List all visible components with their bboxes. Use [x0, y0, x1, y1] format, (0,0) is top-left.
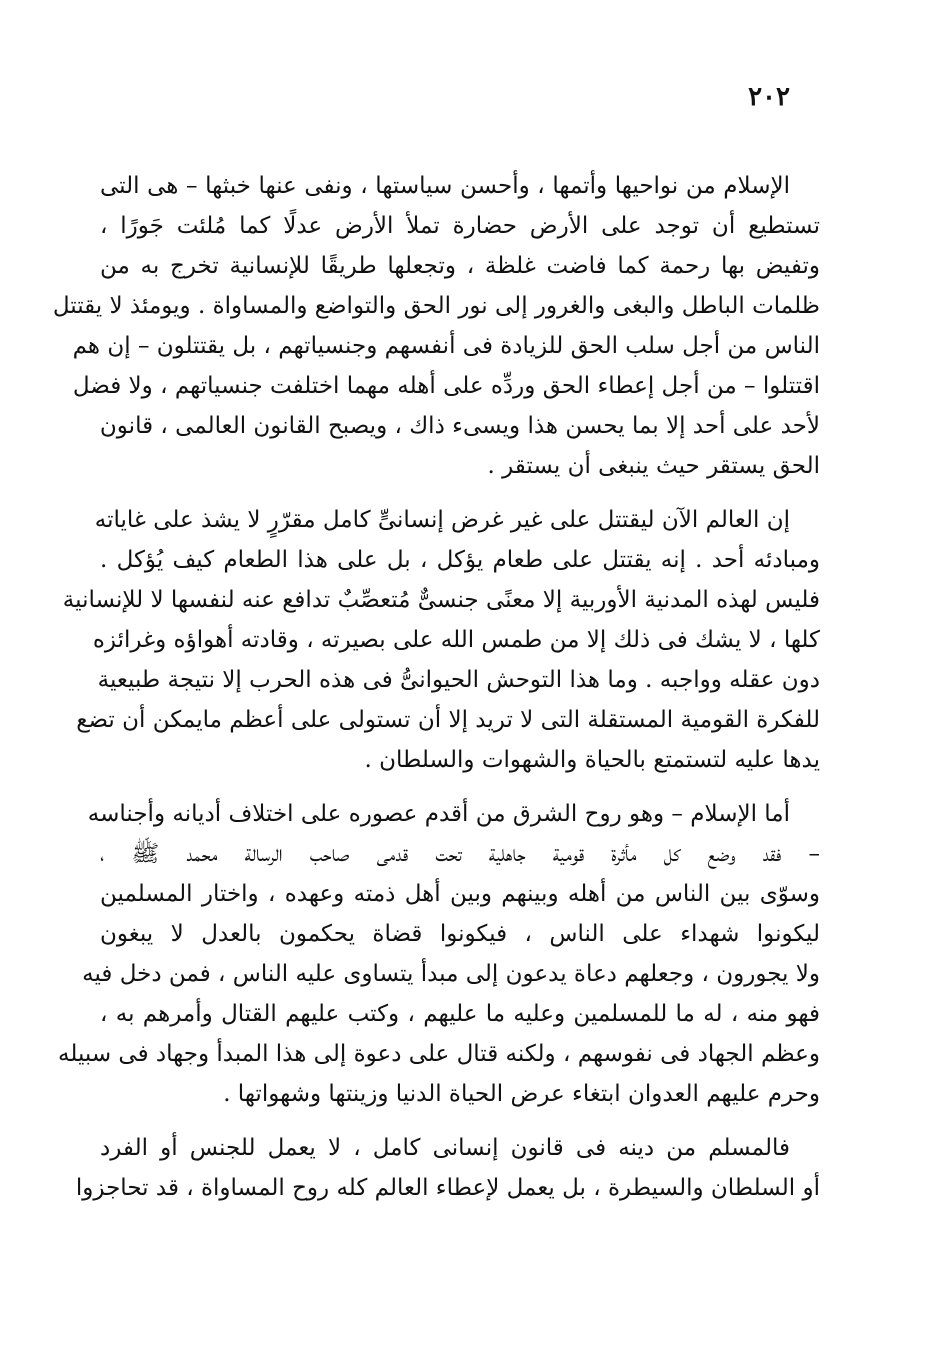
text-line: وعظم الجهاد فى نفوسهم ، ولكنه قتال على دعوة إلى هذا المبدأ وجهاد فى سبيله: [58, 1041, 820, 1067]
text-line: وتفيض بها رحمة كما فاضت غلظة ، وتجعلها طريقًا للإنسانية تخرج به من: [100, 253, 820, 279]
text-line: لأحد على أحد إلا بما يحسن هذا ويسىء ذاك ، ويصبح القانون العالمى ، قانون: [99, 413, 820, 439]
paragraph-spacer: [100, 486, 820, 500]
text-line: تستطيع أن توجد على الأرض حضارة تملأ الأرض عدلًا كما مُلئت جَورًا ،: [100, 213, 820, 239]
paragraph-spacer: [100, 1114, 820, 1128]
text-line: إن العالم الآن ليقتتل على غير غرض إنسانىٍّ كامل مقرّرٍ لا يشذ على غاياته: [94, 507, 790, 533]
text-line: ظلمات الباطل والبغى والغرور إلى نور الحق والتواضع والمساواة . ويومئذ لا يقتتل: [52, 293, 820, 319]
text-line: الناس من أجل سلب الحق للزيادة فى أنفسهم وجنسياتهم ، بل يقتتلون – إن هم: [72, 333, 820, 359]
body-text: [52, 166, 820, 1208]
text-line: فهو منه ، له ما للمسلمين وعليه ما عليهم ، وكتب عليهم القتال وأمرهم به ،: [100, 1001, 820, 1027]
paragraph-spacer: [100, 780, 820, 794]
paragraph-2: [62, 500, 820, 780]
text-line: ولا يجورون ، وجعلهم دعاة يدعون إلى مبدأ يتساوى عليه الناس ، فمن دخل فيه: [82, 961, 820, 987]
text-line: الإسلام من نواحيها وأتمها ، وأحسن سياستها ، ونفى عنها خبثها – هى التى: [100, 173, 790, 199]
text-line: ومبادئه أحد . إنه يقتتل على طعام يؤكل ، بل على هذا الطعام كيف يُؤكل .: [100, 547, 820, 573]
text-line: للفكرة القومية المستقلة التى لا تريد إلا أن تستولى على أعظم مايمكن أن تضع: [76, 707, 820, 733]
text-line: – فقد وضع كل مأثرة قومية جاهلية تحت قدمى صاحب الرسالة محمد ﷺ ،: [100, 841, 820, 867]
text-line: وسوّى بين الناس من أهله وبينهم وبين أهل ذمته وعهده ، واختار المسلمين: [100, 881, 820, 907]
text-line: الحق يستقر حيث ينبغى أن يستقر .: [487, 453, 820, 479]
text-line: فليس لهذه المدنية الأوربية إلا معنًى جنسىٌّ مُتعصِّبٌ تدافع عنه لنفسها لا للإنسانية: [62, 587, 820, 613]
text-line: فالمسلم من دينه فى قانون إنسانى كامل ، لا يعمل للجنس أو الفرد: [100, 1135, 790, 1161]
paragraph-4: [75, 1128, 820, 1208]
text-line: وحرم عليهم العدوان ابتغاء عرض الحياة الدنيا وزينتها وشهواتها .: [223, 1081, 820, 1107]
text-line: دون عقله وواجبه . وما هذا التوحش الحيوانىُّ فى هذه الحرب إلا نتيجة طبيعية: [97, 667, 820, 693]
paragraph-3: [58, 794, 820, 1114]
page-number: ٢٠٢: [748, 82, 790, 112]
text-line: يدها عليه لتستمتع بالحياة والشهوات والسلطان .: [364, 747, 820, 773]
text-line: ليكونوا شهداء على الناس ، فيكونوا قضاة يحكمون بالعدل لا يبغون: [100, 921, 820, 947]
text-line: كلها ، لا يشك فى ذلك إلا من طمس الله على بصيرته ، وقادته أهواؤه وغرائزه: [92, 627, 820, 653]
text-line: اقتتلوا – من أجل إعطاء الحق وردِّه على أهله مهما اختلفت جنسياتهم ، ولا فضل: [72, 373, 820, 399]
text-line: أو السلطان والسيطرة ، بل يعمل لإعطاء العالم كله روح المساواة ، قد تحاجزوا: [75, 1175, 820, 1201]
text-line: أما الإسلام – وهو روح الشرق من أقدم عصوره على اختلاف أديانه وأجناسه: [87, 801, 790, 827]
paragraph-1: [52, 166, 820, 486]
